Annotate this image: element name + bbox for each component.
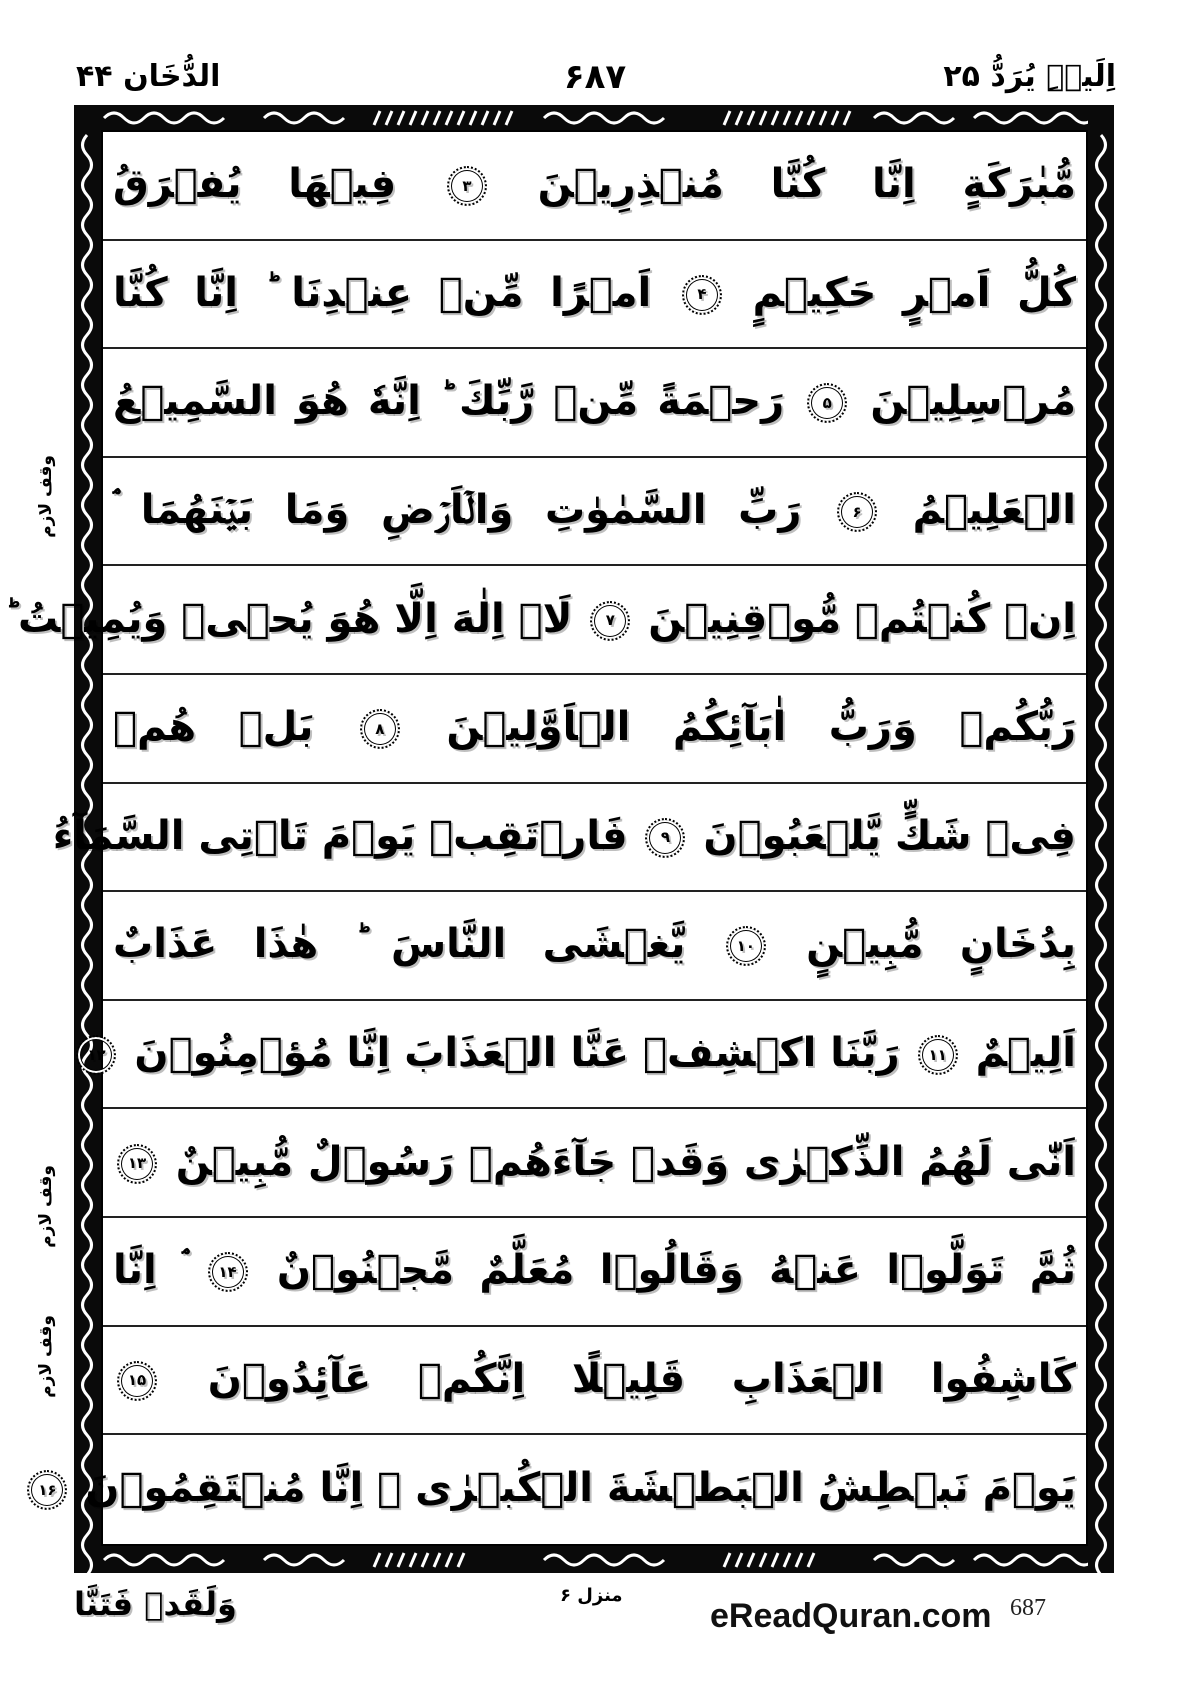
manzil-label: منزل ۶ (560, 1585, 623, 1606)
line-text: اَلِيۡمٌ (975, 1030, 1076, 1077)
ayah-end-marker: ۸ (360, 709, 400, 749)
line-text-continued: يَّغۡشَى النَّاسَ ؕ هٰذَا عَذَابٌ (113, 921, 686, 968)
line-text: يَوۡمَ نَبۡطِشُ الۡبَطۡشَةَ الۡكُبۡرٰى ۚ اِنَّا مُنۡتَقِمُوۡنَ (85, 1465, 1076, 1512)
text-line-10 (103, 1109, 1086, 1218)
line-text-continued: لَاۤ اِلٰهَ اِلَّا هُوَ يُحۡىٖ وَيُمِيۡتُ ؕ (4, 595, 573, 642)
page-header (70, 55, 1120, 105)
line-text-continued: ۘ اِنَّا (113, 1247, 183, 1294)
line-text-continued: رَبِّ السَّمٰوٰتِ وَالۡاَرۡضِ وَمَا بَيۡنَهُمَا ۘ (113, 487, 802, 534)
ayah-end-marker: ۷ (590, 601, 630, 641)
ayah-end-marker: ۱۲ (76, 1035, 116, 1075)
juz-name: اِلَیۡہِ یُرَدُّ ۲۵ (943, 59, 1116, 94)
text-line-12 (103, 1327, 1086, 1436)
ayah-end-marker: ۵ (807, 383, 847, 423)
line-text: بِدُخَانٍ مُّبِيۡنٍ (806, 921, 1076, 968)
text-line-8 (103, 892, 1086, 1001)
text-line-7 (52, 784, 1086, 893)
text-line-6 (103, 675, 1086, 784)
line-text-continued: رَبَّنَا اكۡشِفۡ عَنَّا الۡعَذَابَ اِنَّا مُؤۡمِنُوۡنَ (134, 1030, 900, 1077)
frame-border-top (74, 105, 1114, 130)
ayah-end-marker: ۳ (447, 166, 487, 206)
catchword: وَلَقَدۡ فَتَنَّا (74, 1585, 237, 1623)
line-text: كُلُّ اَمۡرٍ حَكِيۡمٍ (752, 269, 1076, 316)
site-watermark: eReadQuran.com (710, 1597, 992, 1635)
line-text-continued: فِيۡهَا يُفۡرَقُ (113, 161, 397, 208)
ayah-end-marker: ۱۱ (918, 1035, 958, 1075)
text-line-9 (87, 1001, 1086, 1110)
line-text: اِنۡ كُنۡتُمۡ مُّوۡقِنِيۡنَ (648, 595, 1076, 642)
text-line-3 (103, 349, 1086, 458)
line-text: اَنّٰى لَهُمُ الذِّكۡرٰى وَقَدۡ جَآءَهُمۡ رَسُوۡلٌ مُّبِيۡنٌ (175, 1138, 1076, 1185)
text-line-4 (103, 458, 1086, 567)
line-text: مُّبٰرَكَةٍ اِنَّا كُنَّا مُنۡذِرِيۡنَ (537, 161, 1076, 208)
ayah-end-marker: ۱۰ (726, 926, 766, 966)
ayah-end-marker: ۱۵ (117, 1361, 157, 1401)
frame-border-right (1088, 105, 1114, 1573)
page-number-arabic: ۶۸۷ (563, 57, 627, 97)
text-line-11 (103, 1218, 1086, 1327)
ayah-end-marker: ۱۴ (208, 1252, 248, 1292)
text-line-5 (4, 566, 1086, 675)
ayah-end-marker: ۶ (837, 492, 877, 532)
page-number: 687 (1010, 1595, 1046, 1621)
line-text: فِىۡ شَكٍّ يَّلۡعَبُوۡنَ (703, 812, 1076, 859)
line-text: رَبُّكُمۡ وَرَبُّ اٰبَآئِكُمُ الۡاَوَّلِيۡنَ (446, 704, 1077, 751)
line-text-continued: فَارۡتَقِبۡ يَوۡمَ تَاۡتِى السَّمَآءُ (52, 812, 628, 859)
text-line-2 (103, 241, 1086, 350)
text-line-13 (38, 1435, 1086, 1544)
surah-name: الدُّخَان ۴۴ (76, 59, 221, 94)
page-footer (70, 1585, 1120, 1645)
line-text: مُرۡسِلِيۡنَ (870, 378, 1076, 425)
line-text: الۡعَلِيۡمُ (912, 487, 1076, 534)
ayah-end-marker: ۱۳ (117, 1144, 157, 1184)
margin-note-waqf-lazim: وقف لازم (36, 455, 56, 538)
line-text-continued: بَلۡ هُمۡ (113, 704, 314, 751)
ayah-end-marker: ۱۶ (27, 1470, 67, 1510)
margin-note-waqf-lazim: وقف لازم (36, 1165, 56, 1248)
frame-border-bottom (74, 1546, 1114, 1573)
ayah-end-marker: ۴ (682, 275, 722, 315)
text-line-1 (103, 132, 1086, 241)
line-text-continued: رَحۡمَةً مِّنۡ رَّبِّكَ ؕ اِنَّهٗ هُوَ السَّمِيۡعُ (113, 378, 785, 425)
line-text-continued: اَمۡرًا مِّنۡ عِنۡدِنَا ؕ اِنَّا كُنَّا (113, 269, 652, 316)
line-text: ثُمَّ تَوَلَّوۡا عَنۡهُ وَقَالُوۡا مُعَلَّمٌ مَّجۡنُوۡنٌ (276, 1247, 1076, 1294)
ayah-end-marker: ۹ (645, 818, 685, 858)
line-text: كَاشِفُوا الۡعَذَابِ قَلِيۡلًا اِنَّكُمۡ عَآئِدُوۡنَ (207, 1355, 1076, 1402)
margin-note-waqf-lazim: وقف لازم (36, 1315, 56, 1398)
